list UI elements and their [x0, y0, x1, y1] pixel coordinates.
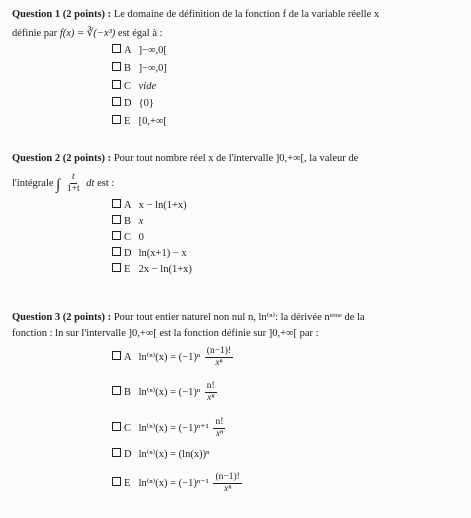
option-letter: D	[124, 449, 132, 460]
option-letter: C	[124, 422, 132, 434]
q1-option-e[interactable]	[112, 115, 167, 129]
q1-option-c[interactable]	[112, 80, 156, 94]
fraction-denominator: xⁿ	[224, 484, 232, 494]
fraction-denominator: xⁿ	[215, 429, 224, 439]
option-value: vide	[138, 81, 157, 92]
q2-line2	[12, 172, 114, 195]
option-fraction	[205, 381, 217, 404]
option-fraction	[213, 417, 225, 440]
checkbox[interactable]	[112, 62, 121, 71]
q3-line1	[12, 311, 365, 325]
checkbox[interactable]	[112, 247, 121, 256]
checkbox[interactable]	[112, 80, 121, 89]
q3-option-a[interactable]	[112, 346, 235, 369]
option-letter: E	[124, 477, 131, 489]
q2-title: Question 2 (2 points) :	[12, 153, 112, 164]
q1-option-b[interactable]	[112, 62, 167, 76]
checkbox[interactable]	[112, 263, 121, 272]
q1-title: Question 1 (2 points) :	[12, 9, 112, 20]
q2-dt: dt	[86, 177, 95, 189]
q1-option-d[interactable]	[112, 97, 154, 111]
option-letter: A	[124, 45, 132, 56]
q3-line2	[12, 327, 319, 341]
checkbox[interactable]	[112, 386, 121, 395]
option-value: x	[138, 216, 144, 227]
q2-line1	[12, 152, 358, 166]
q3-text1: Pour tout entier naturel non nul n, ln⁽ⁿ⁾: la dérivée nᶦᵉᵐᵉ de la	[113, 312, 365, 323]
option-value: [0,+∞[	[138, 116, 167, 127]
q2-fraction	[65, 172, 82, 195]
option-fraction	[205, 346, 233, 369]
q1-text2a: définie par	[12, 28, 58, 39]
option-letter: E	[124, 116, 131, 127]
q1-text2b: est égal à :	[117, 28, 163, 39]
integral-sign: ∫	[56, 176, 61, 193]
option-letter: D	[124, 248, 132, 259]
option-value: x − ln(1+x)	[138, 200, 187, 211]
option-letter: B	[124, 216, 132, 227]
checkbox[interactable]	[112, 115, 121, 124]
q2-option-e[interactable]	[112, 263, 192, 277]
option-lhs: ln⁽ⁿ⁾(x) = (−1)ⁿ⁻¹	[138, 477, 209, 489]
fraction-numerator: (n−1)!	[215, 472, 240, 482]
option-value: ]−∞,0[	[138, 45, 167, 56]
option-letter: B	[124, 63, 132, 74]
option-fraction	[213, 472, 241, 495]
option-letter: A	[124, 351, 132, 363]
q1-formula: f(x) = ∛(−x³)	[59, 28, 116, 39]
option-letter: C	[124, 81, 132, 92]
checkbox[interactable]	[112, 97, 121, 106]
option-lhs: ln⁽ⁿ⁾(x) = (−1)ⁿ⁺¹	[138, 422, 209, 434]
q1-option-a[interactable]	[112, 44, 167, 58]
checkbox[interactable]	[112, 477, 121, 486]
fraction-denominator: xⁿ	[215, 358, 223, 368]
q3-option-d[interactable]	[112, 448, 209, 462]
q3-option-c[interactable]	[112, 417, 227, 440]
q1-text1: Le domaine de définition de la fonction f de la variable réelle x	[113, 9, 380, 20]
option-letter: A	[124, 200, 132, 211]
checkbox[interactable]	[112, 231, 121, 240]
option-letter: C	[124, 232, 132, 243]
fraction-denominator: 1+t	[66, 184, 80, 194]
checkbox[interactable]	[112, 199, 121, 208]
fraction-denominator: xⁿ	[207, 393, 215, 403]
option-value: 0	[138, 232, 144, 243]
q2-option-b[interactable]	[112, 215, 143, 229]
fraction-numerator: (n−1)!	[206, 346, 232, 356]
q3-text2: fonction : ln sur l'intervalle ]0,+∞[ est la fonction définie sur ]0,+∞[ par :	[12, 328, 319, 339]
option-value: 2x − ln(1+x)	[138, 264, 192, 275]
checkbox[interactable]	[112, 44, 121, 53]
option-letter: B	[124, 386, 132, 398]
option-letter: D	[124, 98, 132, 109]
q2-text2b: est :	[97, 177, 115, 189]
fraction-numerator: t	[71, 172, 75, 182]
checkbox[interactable]	[112, 422, 121, 431]
option-value: ]−∞,0]	[138, 63, 167, 74]
q3-title: Question 3 (2 points) :	[12, 312, 112, 323]
q2-text2a: l'intégrale	[12, 177, 54, 189]
fraction-numerator: n!	[215, 417, 224, 427]
q3-option-b[interactable]	[112, 381, 219, 404]
q1-line1	[12, 8, 379, 22]
option-lhs: ln⁽ⁿ⁾(x) = (−1)ⁿ	[138, 351, 201, 363]
q3-option-e[interactable]	[112, 472, 244, 495]
q1-line2	[12, 27, 163, 41]
option-value: ln(x+1) − x	[138, 248, 187, 259]
checkbox[interactable]	[112, 351, 121, 360]
q2-text1: Pour tout nombre réel x de l'intervalle ]0,+∞[, la valeur de	[113, 153, 359, 164]
checkbox[interactable]	[112, 215, 121, 224]
q2-option-a[interactable]	[112, 199, 187, 213]
q2-option-d[interactable]	[112, 247, 187, 261]
q2-option-c[interactable]	[112, 231, 144, 245]
option-lhs: ln⁽ⁿ⁾(x) = (ln(x))ⁿ	[138, 449, 210, 460]
option-letter: E	[124, 264, 131, 275]
option-value: {0}	[138, 98, 154, 109]
fraction-numerator: n!	[206, 381, 215, 391]
option-lhs: ln⁽ⁿ⁾(x) = (−1)ⁿ	[138, 386, 201, 398]
checkbox[interactable]	[112, 448, 121, 457]
